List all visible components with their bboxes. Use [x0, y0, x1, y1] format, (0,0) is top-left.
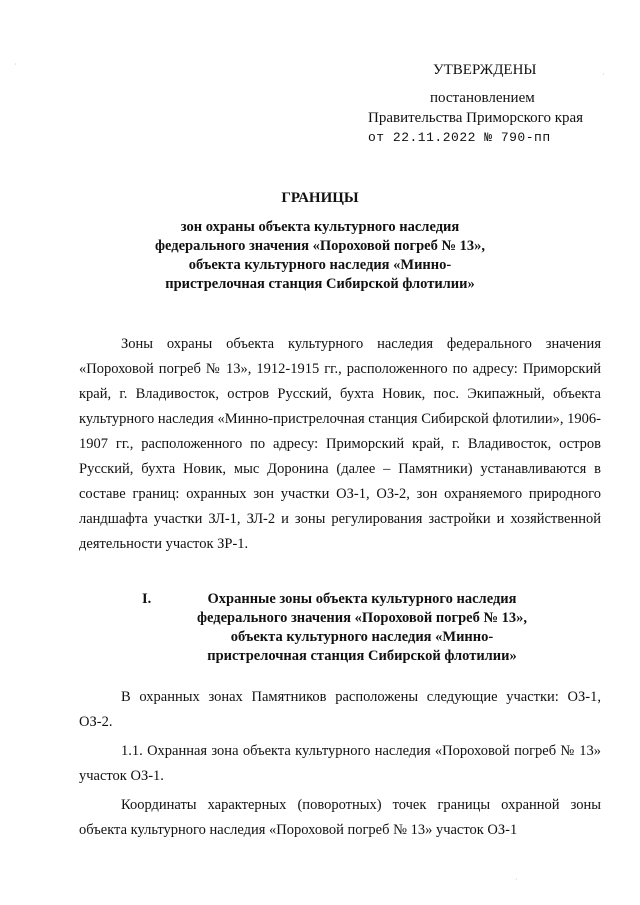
scan-speck: · [515, 875, 518, 884]
section-heading [142, 590, 542, 666]
intro-paragraph: Зоны охраны объекта культурного наследия федерального значения «Пороховой погреб № 13», 1912-1915 гг., расположенного по адресу: Приморский край, г. Владивосток, остров Русский, бухта Новик, пос. Экипажный, объекта культурного наследия «Минно-пристрелочная станция Сибирской флотилии», 1906-1907 гг., расположенного по адресу: Приморский край, г. Владивосток, остров Русский, бухта Новик, мыс Доронина (далее – Памятники) устанавливаются в составе границ: охранных зон участки ОЗ-1, ОЗ-2, зон охраняемого природного ландшафта участки ЗЛ-1, ЗЛ-2 и зоны регулирования застройки и хозяйственной деятельности участок ЗР-1. [79, 336, 601, 552]
scan-speck: · [14, 60, 17, 69]
approval-resolution: постановлением [430, 90, 535, 106]
paragraph-clause-1-1: 1.1. Охранная зона объекта культурного наследия «Пороховой погреб № 13» участок ОЗ-1. [79, 743, 601, 784]
approval-heading: УТВЕРЖДЕНЫ [433, 62, 537, 78]
section-title: Охранные зоны объекта культурного наследия федерального значения «Пороховой погреб № 13», объекта культурного наследия «Минно-пристрелочная станция Сибирской флотилии» [196, 591, 528, 664]
approval-government: Правительства Приморского края [368, 110, 584, 126]
scan-speck: · [602, 70, 605, 79]
approval-block [368, 60, 583, 148]
document-subtitle: зон охраны объекта культурного наследия федерального значения «Пороховой погреб № 13», объекта культурного наследия «Минно-пристрелочная станция Сибирской флотилии» [154, 219, 486, 292]
document-title: ГРАНИЦЫ [281, 190, 359, 206]
approval-date-number: от 22.11.2022 № 790-пп [368, 130, 551, 145]
section-number: I. [142, 591, 152, 607]
paragraph-coordinates: Координаты характерных (поворотных) точек границы охранной зоны объекта культурного наследия «Пороховой погреб № 13» участок ОЗ-1 [79, 797, 601, 838]
paragraph-zones: В охранных зонах Памятников расположены следующие участки: ОЗ-1, ОЗ-2. [79, 689, 601, 730]
